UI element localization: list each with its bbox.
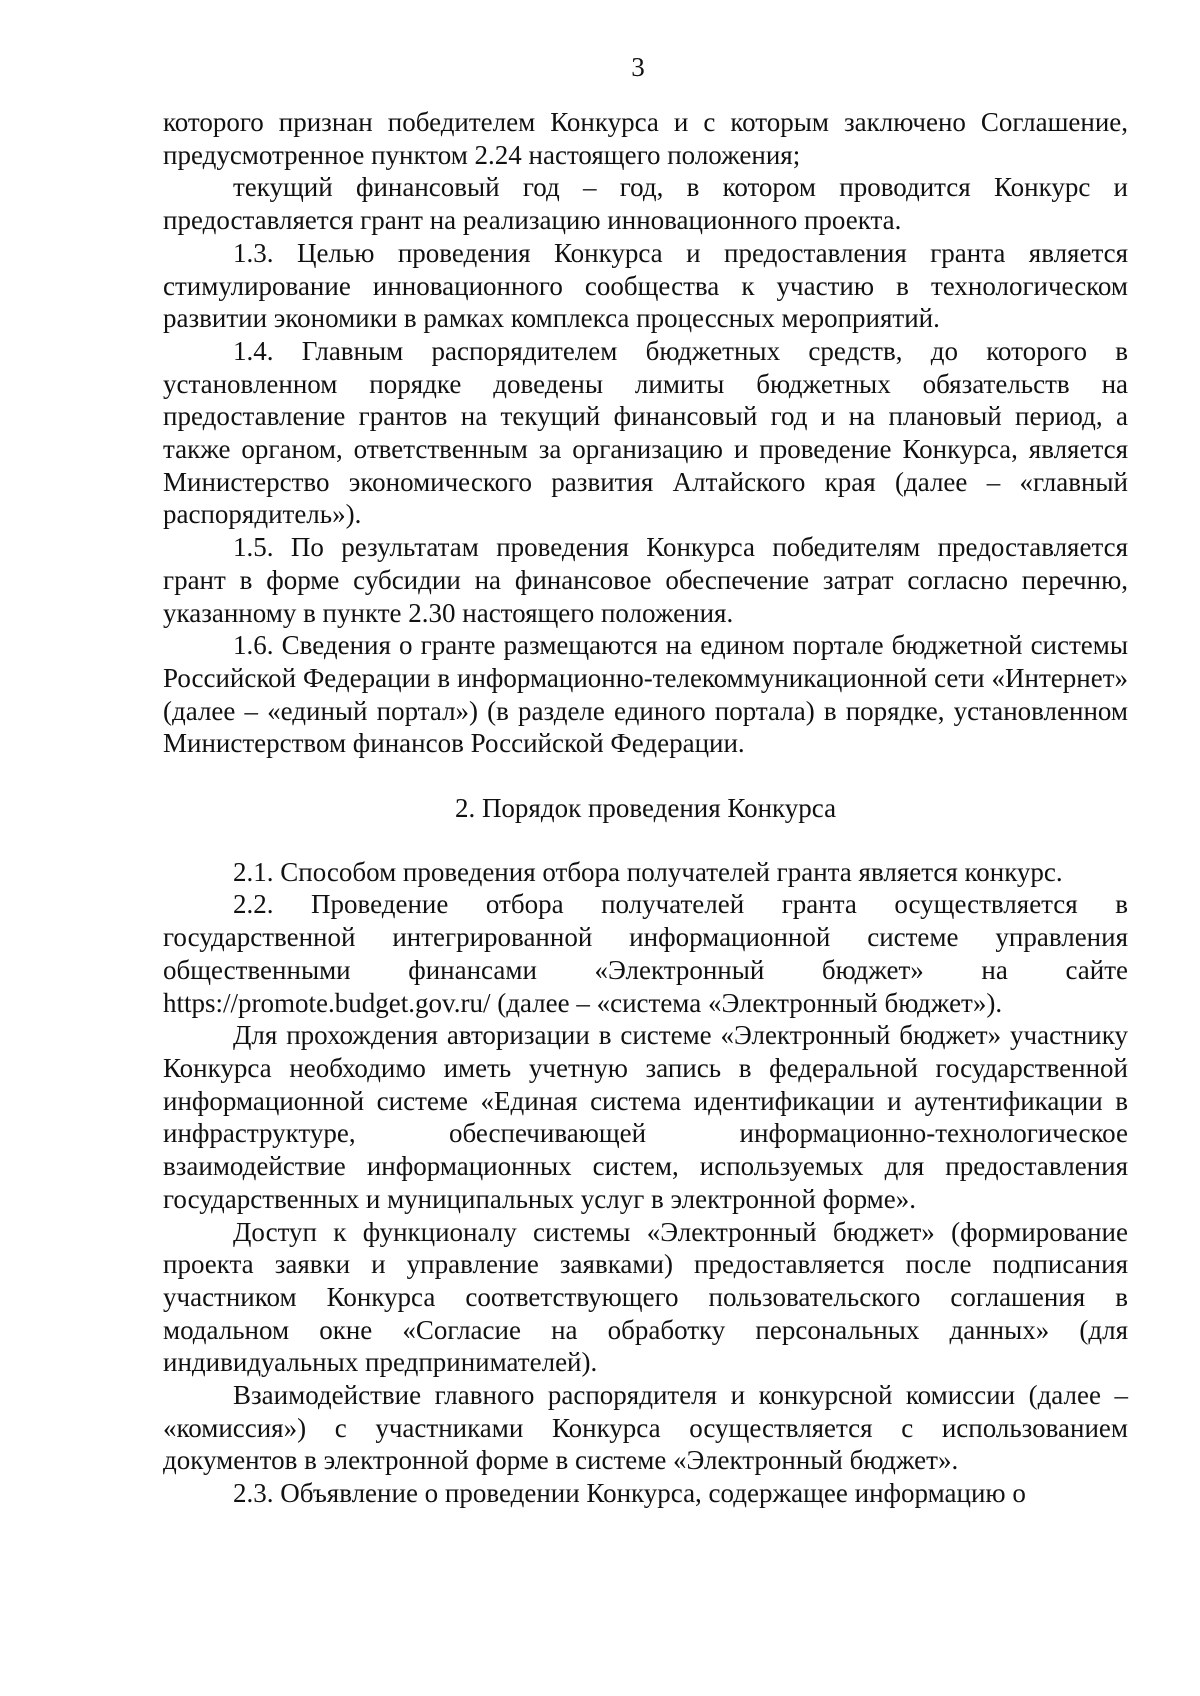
section-heading: 2. Порядок проведения Конкурса (454, 793, 837, 824)
paragraph-2-1: 2.1. Способом проведения отбора получателей гранта является конкурс. (233, 856, 1063, 887)
paragraph-1-6: 1.6. Сведения о гранте размещаются на едином портале бюджетной системы Российской Федерации в информационно-телекоммуникационной сети «Интернет» (далее – «единый портал») (в разделе единого портала) в порядке, установленном Министерством финансов Российской Федерации. (163, 630, 1128, 759)
page-number: 3 (631, 52, 645, 82)
paragraph-continuation: которого признан победителем Конкурса и с которым заключено Соглашение, предусмотренное пунктом 2.24 настоящего положения; (163, 107, 1128, 170)
paragraph-1-5: 1.5. По результатам проведения Конкурса победителям предоставляется грант в форме субсидии на финансовое обеспечение затрат согласно перечню, указанному в пункте 2.30 настоящего положения. (163, 532, 1128, 628)
paragraph-interaction: Взаимодействие главного распорядителя и конкурсной комиссии (далее – «комиссия») с участниками Конкурса осуществляется с использованием документов в электронной форме в системе «Электронный бюджет». (163, 1380, 1128, 1476)
paragraph-2-3: 2.3. Объявление о проведении Конкурса, содержащее информацию о (233, 1478, 1026, 1509)
paragraph-1-3: 1.3. Целью проведения Конкурса и предоставления гранта является стимулирование инновационного сообщества к участию в технологическом развитии экономики в рамках комплекса процессных мероприятий. (163, 237, 1128, 334)
paragraph-current-fiscal-year: текущий финансовый год – год, в котором проводится Конкурс и предоставляется грант на реализацию инновационного проекта. (163, 172, 1128, 236)
paragraph-2-2: 2.2. Проведение отбора получателей гранта осуществляется в государственной интегрированной информационной системе управления общественными финансами «Электронный бюджет» на сайте https://promote.budget.gov.ru/ (далее – «система «Электронный бюджет»). (163, 889, 1128, 1018)
document-body (163, 106, 1128, 1510)
paragraph-1-4: 1.4. Главным распорядителем бюджетных средств, до которого в установленном порядке доведены лимиты бюджетных обязательств на предоставление грантов на текущий финансовый год и на плановый период, а также органом, ответственным за организацию и проведение Конкурса, является Министерство экономического развития Алтайского края (далее – «главный распорядитель»). (163, 335, 1128, 530)
paragraph-authorization: Для прохождения авторизации в системе «Электронный бюджет» участнику Конкурса необходимо иметь учетную запись в федеральной государственной информационной системе «Единая система идентификации и аутентификации в инфраструктуре, обеспечивающей информационно-технологическое взаимодействие информационных систем, используемых для предоставления государственных и муниципальных услуг в электронной форме». (163, 1020, 1128, 1214)
paragraph-access: Доступ к функционалу системы «Электронный бюджет» (формирование проекта заявки и управление заявками) предоставляется после подписания участником Конкурса соответствующего пользовательского соглашения в модальном окне «Согласие на обработку персональных данных» (для индивидуальных предпринимателей). (163, 1216, 1128, 1378)
